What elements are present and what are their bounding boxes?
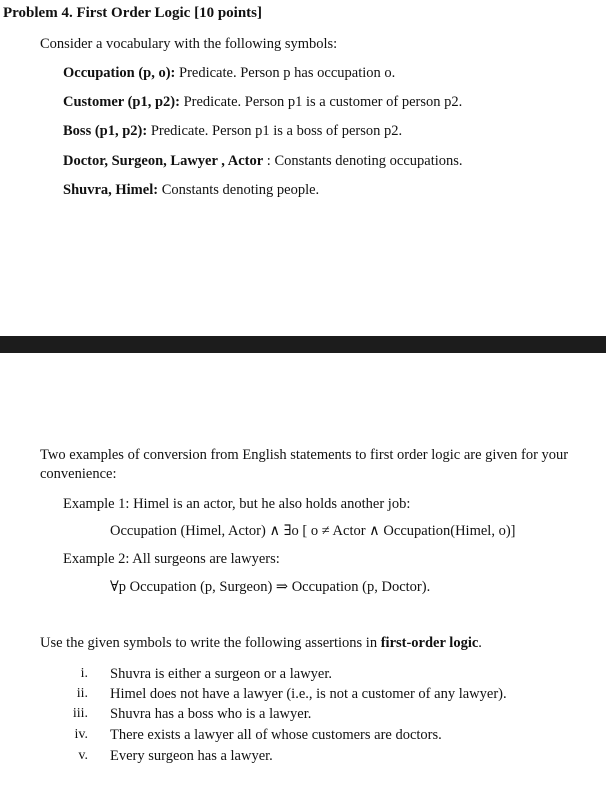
assertion-text: Shuvra is either a surgeon or a lawyer.	[110, 666, 333, 682]
vocab-item	[63, 123, 402, 140]
assertion-number: v.	[78, 748, 88, 763]
instruction-suffix: .	[478, 635, 482, 651]
vocab-separator: :	[263, 153, 271, 169]
instruction-emphasis: first-order logic	[380, 635, 479, 651]
page-divider	[0, 336, 606, 353]
vocabulary-intro: Consider a vocabulary with the following symbols:	[40, 36, 338, 52]
assertion-text: There exists a lawyer all of whose customers are doctors.	[110, 727, 442, 743]
vocab-term: Doctor, Surgeon, Lawyer , Actor	[63, 153, 264, 169]
vocab-description: Constants denoting occupations.	[270, 153, 463, 169]
instruction	[40, 635, 482, 652]
assertion-text: Shuvra has a boss who is a lawyer.	[110, 706, 312, 722]
example-label: Example 1: Himel is an actor, but he also holds another job:	[63, 496, 411, 512]
vocab-item	[63, 153, 463, 170]
vocab-item	[63, 182, 319, 199]
example-formula: ∀p Occupation (p, Surgeon) ⇒ Occupation (p, Doctor).	[110, 579, 431, 595]
vocab-separator: :	[175, 94, 180, 110]
assertion-number: iv.	[74, 727, 88, 742]
vocab-term: Customer (p1, p2)	[63, 94, 176, 110]
vocab-term: Boss (p1, p2)	[63, 123, 143, 139]
assertion-number: iii.	[72, 706, 88, 721]
vocab-item	[63, 65, 395, 82]
example-formula: Occupation (Himel, Actor) ∧ ∃o [ o ≠ Actor ∧ Occupation(Himel, o)]	[110, 523, 516, 539]
examples-intro: Two examples of conversion from English statements to first order logic are given for your convenience:	[40, 447, 569, 482]
vocab-term: Occupation (p, o)	[63, 65, 171, 81]
vocab-description: Constants denoting people.	[158, 182, 320, 198]
vocab-separator: :	[153, 182, 159, 198]
vocab-separator: :	[170, 65, 176, 81]
assertion-text: Himel does not have a lawyer (i.e., is not a customer of any lawyer).	[110, 686, 507, 702]
vocab-description: Predicate. Person p1 is a customer of person p2.	[179, 94, 463, 110]
assertion-number: ii.	[76, 686, 88, 701]
assertion-number: i.	[80, 666, 88, 681]
vocab-description: Predicate. Person p1 is a boss of person p2.	[147, 123, 403, 139]
vocab-description: Predicate. Person p has occupation o.	[175, 65, 396, 81]
vocab-separator: :	[142, 123, 148, 139]
vocab-term: Shuvra, Himel	[63, 182, 154, 198]
vocab-item	[63, 94, 462, 111]
problem-title: Problem 4. First Order Logic [10 points]	[3, 5, 262, 21]
example-label: Example 2: All surgeons are lawyers:	[63, 551, 280, 567]
assertion-text: Every surgeon has a lawyer.	[110, 748, 273, 764]
instruction-prefix: Use the given symbols to write the following assertions in	[40, 635, 381, 651]
